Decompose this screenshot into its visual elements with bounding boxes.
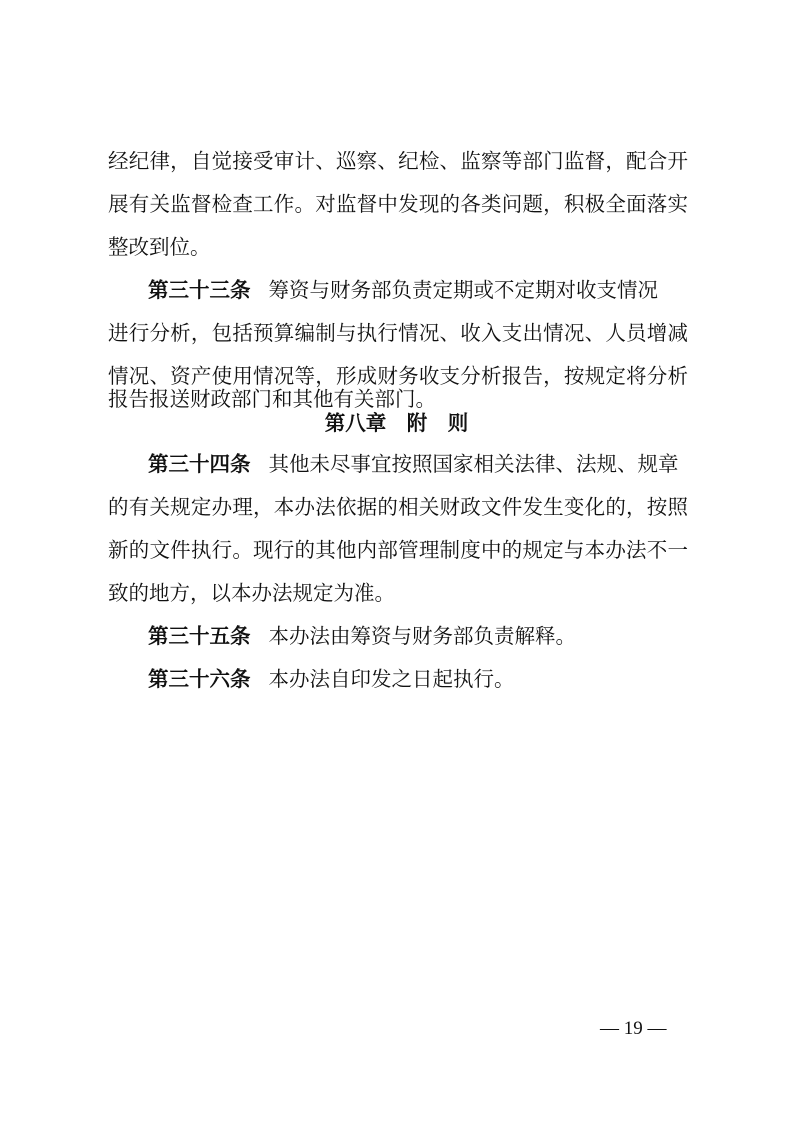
paragraph-line: 报告报送财政部门和其他有关部门。: [108, 387, 436, 411]
article-number: 第三十三条: [148, 278, 251, 302]
paragraph-line: 整改到位。: [108, 235, 211, 259]
article-35-line: [148, 619, 688, 653]
paragraph-line: 的有关规定办理，本办法依据的相关财政文件发生变化的，按照: [108, 495, 688, 519]
article-34-line: [148, 447, 688, 481]
article-text: 其他未尽事宜按照国家相关法律、法规、规章: [268, 452, 679, 476]
article-text: 筹资与财务部负责定期或不定期对收支情况: [268, 278, 658, 302]
article-number: 第三十四条: [148, 452, 251, 476]
paragraph-line: 情况、资产使用情况等，形成财务收支分析报告，按规定将分析: [108, 364, 688, 388]
paragraph-line: 展有关监督检查工作。对监督中发现的各类问题，积极全面落实: [108, 192, 688, 216]
page-number: — 19 —: [600, 1018, 667, 1039]
article-number: 第三十六条: [148, 667, 251, 691]
paragraph-line: 致的地方，以本办法规定为准。: [108, 581, 395, 605]
article-text: 本办法自印发之日起执行。: [268, 667, 515, 691]
article-number: 第三十五条: [148, 624, 251, 648]
article-33-line: [148, 273, 688, 307]
paragraph-line: 进行分析，包括预算编制与执行情况、收入支出情况、人员增减: [108, 321, 688, 345]
paragraph-line: 经纪律，自觉接受审计、巡察、纪检、监察等部门监督，配合开: [108, 149, 688, 173]
paragraph-line: 新的文件执行。现行的其他内部管理制度中的规定与本办法不一: [108, 538, 688, 562]
article-text: 本办法由筹资与财务部负责解释。: [268, 624, 576, 648]
article-36-line: [148, 662, 688, 696]
chapter-heading: 第八章 附 则: [324, 411, 469, 435]
